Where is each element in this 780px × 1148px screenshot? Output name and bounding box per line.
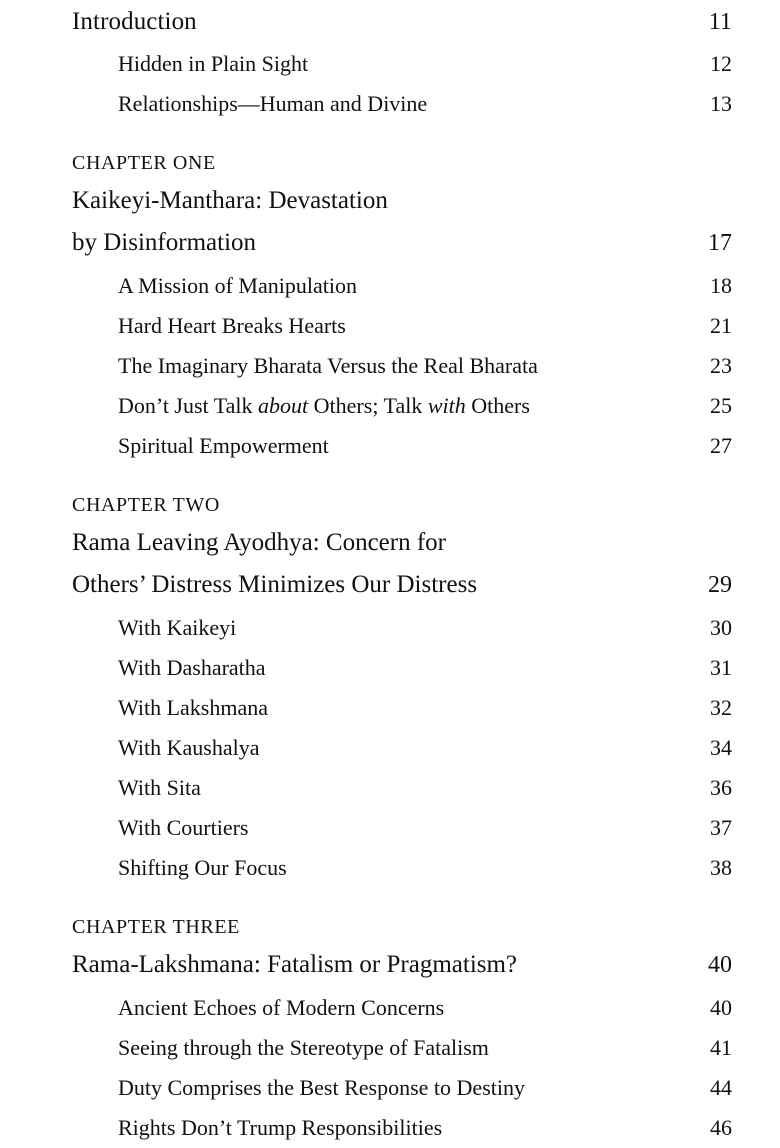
toc-entry-page: 12 bbox=[710, 51, 732, 76]
toc-entry-title: Seeing through the Stereotype of Fatalism bbox=[118, 1035, 489, 1060]
toc-section-chapter-one bbox=[72, 146, 732, 466]
toc-entry-rights-dont-trump-responsibilities[interactable] bbox=[72, 1108, 732, 1148]
toc-entry-spiritual-empowerment[interactable] bbox=[72, 426, 732, 466]
toc-entry-title: Relationships—Human and Divine bbox=[118, 91, 428, 116]
toc-entry-shifting-our-focus[interactable] bbox=[72, 848, 732, 888]
toc-entry-title: Ancient Echoes of Modern Concerns bbox=[118, 995, 445, 1020]
chapter-two-title-line-2[interactable] bbox=[72, 564, 732, 606]
toc-entry-page: 36 bbox=[710, 775, 732, 800]
toc-entry-title: With Courtiers bbox=[118, 815, 249, 840]
toc-entry-page: 41 bbox=[710, 1035, 732, 1060]
toc-entry-title: With Dasharatha bbox=[118, 655, 266, 680]
chapter-title-text: Rama Leaving Ayodhya: Concern for bbox=[72, 529, 446, 556]
toc-entry-duty-comprises-best-response[interactable] bbox=[72, 1068, 732, 1108]
toc-entry-page: 25 bbox=[710, 393, 732, 418]
chapter-title-text: Rama-Lakshmana: Fatalism or Pragmatism? bbox=[72, 951, 518, 978]
chapter-title-text: by Disinformation bbox=[72, 229, 257, 256]
chapter-three-title-line-1[interactable] bbox=[72, 944, 732, 986]
chapter-label-three: CHAPTER THREE bbox=[72, 916, 240, 938]
toc-entry-page: 31 bbox=[710, 655, 732, 680]
toc-entry-with-courtiers[interactable] bbox=[72, 808, 732, 848]
toc-entry-page: 13 bbox=[710, 91, 732, 116]
toc-entry-page: 11 bbox=[708, 9, 732, 35]
table-of-contents bbox=[72, 0, 732, 1148]
toc-entry-hidden-in-plain-sight[interactable] bbox=[72, 44, 732, 84]
toc-entry-page: 40 bbox=[710, 995, 732, 1020]
toc-entry-title: With Kaikeyi bbox=[118, 615, 237, 640]
toc-entry-with-dasharatha[interactable] bbox=[72, 648, 732, 688]
toc-entry-page: 37 bbox=[710, 815, 732, 840]
toc-entry-page: 46 bbox=[710, 1115, 732, 1140]
chapter-three-subentries bbox=[72, 988, 732, 1148]
chapter-two-subentries bbox=[72, 608, 732, 888]
toc-entry-title: With Lakshmana bbox=[118, 695, 269, 720]
toc-entry-page: 32 bbox=[710, 695, 732, 720]
toc-entry-title: Rights Don’t Trump Responsibilities bbox=[118, 1115, 443, 1140]
toc-entry-title: Introduction bbox=[72, 8, 197, 35]
toc-entry-title: Don’t Just Talk about Others; Talk with Others bbox=[118, 393, 530, 418]
toc-entry-title: Hidden in Plain Sight bbox=[118, 51, 309, 76]
toc-entry-page: 30 bbox=[710, 615, 732, 640]
toc-entry-title: Spiritual Empowerment bbox=[118, 433, 329, 458]
toc-entry-with-lakshmana[interactable] bbox=[72, 688, 732, 728]
toc-entry-title: With Sita bbox=[118, 775, 201, 800]
toc-entry-title: Hard Heart Breaks Hearts bbox=[118, 313, 346, 338]
toc-section-front-matter bbox=[72, 0, 732, 124]
chapter-one-subentries bbox=[72, 266, 732, 466]
chapter-one-title-line-1[interactable] bbox=[72, 180, 732, 222]
toc-entry-ancient-echoes[interactable] bbox=[72, 988, 732, 1028]
toc-entry-page: 27 bbox=[710, 433, 732, 458]
toc-entry-relationships-human-and-divine[interactable] bbox=[72, 84, 732, 124]
toc-entry-introduction[interactable] bbox=[72, 0, 732, 44]
toc-entry-page: 38 bbox=[710, 855, 732, 880]
toc-entry-a-mission-of-manipulation[interactable] bbox=[72, 266, 732, 306]
chapter-two-title-line-1[interactable] bbox=[72, 522, 732, 564]
chapter-title-text: Kaikeyi-Manthara: Devastation bbox=[72, 187, 388, 214]
toc-entry-with-sita[interactable] bbox=[72, 768, 732, 808]
chapter-one-title-line-2[interactable] bbox=[72, 222, 732, 264]
toc-entry-hard-heart-breaks-hearts[interactable] bbox=[72, 306, 732, 346]
toc-section-chapter-two bbox=[72, 488, 732, 888]
toc-entry-title: Duty Comprises the Best Response to Destiny bbox=[118, 1075, 525, 1100]
toc-entry-seeing-through-stereotype[interactable] bbox=[72, 1028, 732, 1068]
toc-entry-title: The Imaginary Bharata Versus the Real Bharata bbox=[118, 353, 538, 378]
toc-entry-title: A Mission of Manipulation bbox=[118, 273, 357, 298]
chapter-label-one: CHAPTER ONE bbox=[72, 152, 216, 174]
toc-entry-imaginary-bharata[interactable] bbox=[72, 346, 732, 386]
chapter-title-page: 40 bbox=[708, 952, 732, 978]
chapter-title-page: 29 bbox=[708, 572, 732, 598]
toc-entry-title: With Kaushalya bbox=[118, 735, 260, 760]
chapter-title-page: 17 bbox=[708, 230, 732, 256]
toc-entry-page: 34 bbox=[710, 735, 732, 760]
toc-entry-page: 18 bbox=[710, 273, 732, 298]
toc-entry-page: 21 bbox=[710, 313, 732, 338]
toc-entry-title: Shifting Our Focus bbox=[118, 855, 287, 880]
toc-entry-page: 44 bbox=[710, 1075, 732, 1100]
chapter-label-two: CHAPTER TWO bbox=[72, 494, 220, 516]
toc-entry-with-kaushalya[interactable] bbox=[72, 728, 732, 768]
toc-entry-with-kaikeyi[interactable] bbox=[72, 608, 732, 648]
toc-entry-page: 23 bbox=[710, 353, 732, 378]
chapter-title-text: Others’ Distress Minimizes Our Distress bbox=[72, 571, 478, 598]
toc-entry-dont-just-talk-about-others[interactable] bbox=[72, 386, 732, 426]
toc-section-chapter-three bbox=[72, 910, 732, 1148]
